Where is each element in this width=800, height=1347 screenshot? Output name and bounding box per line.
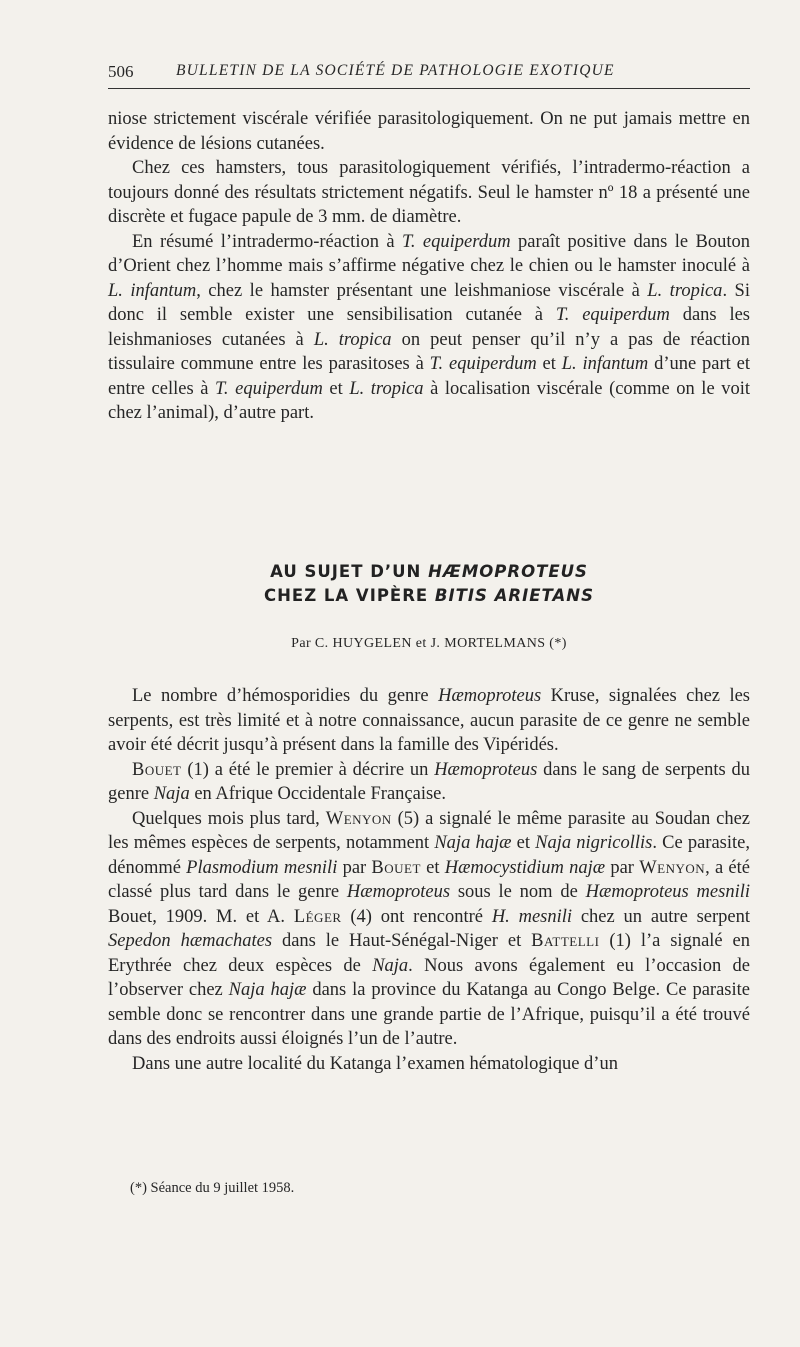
species-name: T. equiperdum: [555, 305, 670, 325]
species-name: Plasmodium mesnili: [186, 857, 338, 878]
paragraph: [108, 684, 750, 758]
text-run: on peut penser qu’il n’y a pas de réaction tissulaire commune entre les parasitoses à: [108, 329, 751, 374]
text-run: en Afrique Occidentale Française.: [189, 784, 447, 804]
species-name: H. mesnili: [491, 906, 573, 927]
text-run: par: [337, 857, 372, 878]
text-run: sous le nom de: [450, 882, 586, 902]
species-name: Naja hajæ: [434, 833, 512, 853]
article-title: [108, 560, 750, 608]
species-name: Naja nigricollis: [535, 833, 653, 853]
journal-title: BULLETIN DE LA SOCIÉTÉ DE PATHOLOGIE EXOTIQUE: [176, 62, 615, 79]
title-species: BITIS ARIETANS: [434, 586, 594, 605]
title-line-1: [108, 560, 750, 584]
species-name: L. infantum: [561, 354, 649, 374]
title-text: CHEZ LA VIPÈRE: [264, 586, 435, 605]
species-name: Hæmocystidium najæ: [444, 857, 606, 878]
text-run: Quelques mois plus tard,: [132, 808, 326, 829]
author-name: Battelli: [531, 931, 600, 951]
species-name: L. tropica: [313, 329, 392, 350]
species-name: Sepedon hæmachates: [108, 931, 273, 951]
text-run: . Ce parasite, dénommé: [108, 833, 750, 878]
species-name: Hæmoproteus: [346, 882, 451, 902]
text-run: et: [420, 857, 445, 878]
text-run: Bouet, 1909. M. et A.: [108, 906, 294, 927]
species-name: Naja hajæ: [228, 980, 307, 1000]
paragraph: [108, 807, 750, 1052]
species-name: Hæmoproteus: [434, 759, 538, 780]
text-run: En résumé l’intradermo-réaction à: [132, 231, 402, 252]
title-genus: HÆMOPROTEUS: [428, 562, 588, 581]
page-number: 506: [108, 62, 134, 81]
article-body: [108, 684, 750, 1076]
text-run: Chez ces hamsters, tous parasitologiquement vérifiés, l’intradermo-réaction a toujours donné des résultats strictement négatifs. Seul le hamster nº 18 a présenté une discrète et fugace papule de 3 mm. de diamètre.: [108, 158, 750, 227]
paragraph: [108, 1052, 750, 1077]
running-header: [108, 62, 750, 89]
species-name: T. equiperdum: [401, 231, 511, 252]
text-run: paraît positive dans le Bouton d’Orient chez l’homme mais s’affirme négative chez le chien ou le hamster inoculé à: [108, 231, 750, 276]
previous-article-conclusion: [108, 107, 750, 426]
text-run: chez un autre serpent: [572, 906, 751, 927]
author-name: Wenyon: [325, 808, 392, 829]
text-run: dans le Haut-Sénégal-Niger et: [272, 931, 532, 951]
text-run: Le nombre d’hémosporidies du genre: [132, 686, 439, 706]
species-name: L. infantum: [108, 280, 197, 301]
footnote: (*) Séance du 9 juillet 1958.: [130, 1180, 295, 1196]
author-name: Bouet: [371, 857, 421, 878]
text-run: Kruse, signalées chez les serpents, est très limité et à notre connaissance, aucun parasite de ce genre ne semble avoir été décrit jusqu’à présent dans la famille des Vipéridés.: [108, 686, 751, 755]
title-line-2: [108, 584, 750, 608]
paragraph: [108, 107, 750, 156]
species-name: Hæmoproteus mesnili: [585, 882, 750, 902]
text-run: Dans une autre localité du Katanga l’examen hématologique d’un: [132, 1053, 618, 1074]
text-run: dans la province du Katanga au Congo Belge. Ce parasite semble donc se rencontrer dans une grande partie de l’Afrique, puisqu’il a été trouvé dans des endroits aussi éloignés l’un de l’autre.: [108, 980, 750, 1049]
species-name: Naja: [372, 955, 409, 976]
text-run: , a été classé plus tard dans le genre: [108, 857, 750, 902]
text-run: dans les leishmanioses cutanées à: [108, 305, 750, 350]
text-run: à localisation viscérale (comme on le voit chez l’animal), d’autre part.: [108, 378, 751, 423]
species-name: Naja: [153, 784, 190, 804]
paragraph: [108, 758, 750, 807]
text-run: , chez le hamster présentant une leishmaniose viscérale à: [196, 280, 648, 301]
paragraph: [108, 156, 750, 230]
author-name: Bouet: [132, 759, 182, 780]
text-run: et: [536, 354, 562, 374]
text-run: et: [511, 833, 536, 853]
author-byline: Par C. HUYGELEN et J. MORTELMANS (*): [291, 636, 567, 651]
species-name: T. equiperdum: [429, 354, 537, 374]
species-name: Hæmoproteus: [438, 686, 542, 706]
text-run: dans le sang de serpents du genre: [108, 759, 750, 804]
author-name: Léger: [293, 906, 342, 927]
text-run: et: [322, 378, 350, 399]
species-name: T. equiperdum: [215, 378, 323, 399]
paragraph: [108, 230, 750, 426]
text-run: (1) a été le premier à décrire un: [181, 759, 435, 780]
species-name: L. tropica: [349, 378, 424, 399]
title-text: AU SUJET D’UN: [270, 562, 429, 581]
text-run: niose strictement viscérale vérifiée parasitologiquement. On ne put jamais mettre en évidence de lésions cutanées.: [108, 109, 750, 154]
text-run: (5) a signalé le même parasite au Soudan chez les mêmes espèces de serpents, notamment: [108, 808, 751, 853]
species-name: L. tropica: [647, 280, 723, 301]
text-run: (4) ont rencontré: [341, 906, 492, 927]
text-run: par: [605, 857, 640, 878]
text-run: (1) l’a signalé en Erythrée chez deux espèces de: [108, 931, 750, 976]
text-run: . Si donc il semble exister une sensibilisation cutanée à: [108, 280, 750, 325]
text-run: d’une part et entre celles à: [108, 354, 750, 399]
author-name: Wenyon: [639, 857, 706, 878]
text-run: . Nous avons également eu l’occasion de l’observer chez: [108, 955, 751, 1000]
